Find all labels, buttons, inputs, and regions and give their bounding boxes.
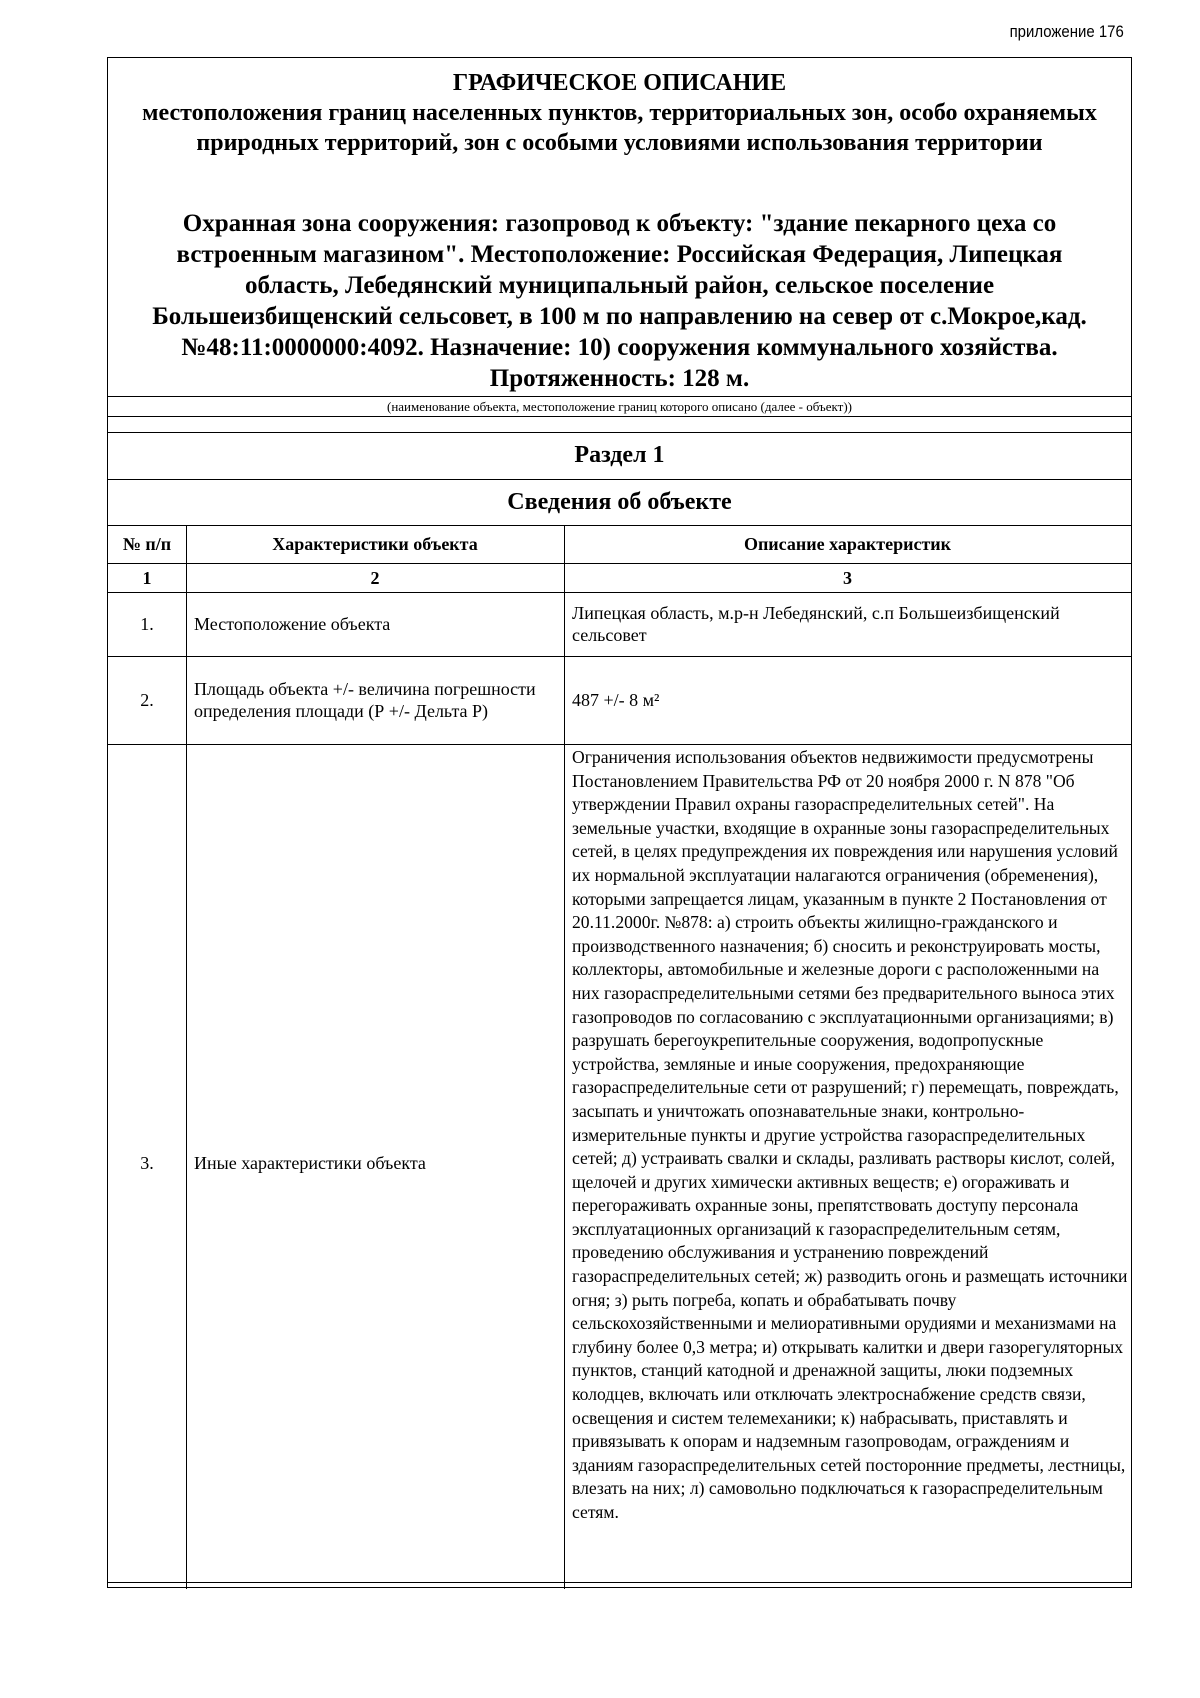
row-3-description: Ограничения использования объектов недвижимости предусмотрены Постановлением Правительства РФ от 20 ноября 2000 г. N 878 "Об утверждении Правил охраны газораспределительных сетей". На земельные участки, входящие в охранные зоны газораспределительных сетей, в целях предупреждения их повреждения или нарушения условий их нормальной эксплуатации налагаются ограничения (обременения), которыми запрещается лицам, указанным в пункте 2 Постановления от 20.11.2000г. №878: а) строить объекты жилищно-гражданского и производственного назначения; б) сносить и реконструировать мосты, коллекторы, автомобильные и железные дороги с расположенными на них газораспределительными сетями без предварительного выноса этих газопроводов по согласованию с эксплуатационными организациями; в) разрушать берегоукрепительные сооружения, водопропускные устройства, земляные и иные сооружения, предохраняющие газораспределительные сети от разрушений; г) перемещать, повреждать, засыпать и уничтожать опознавательные знаки, контрольно-измерительные пункты и другие устройства газораспределительных сетей; д) устраивать свалки и склады, разливать растворы кислот, солей, щелочей и других химически активных веществ; е) огораживать и перегораживать охранные зоны, препятствовать доступу персонала эксплуатационных организаций к газораспределительным сетям, проведению обслуживания и устранению повреждений газораспределительных сетей; ж) разводить огонь и размещать источники огня; з) рыть погреба, копать и обрабатывать почву сельскохозяйственными и мелиоративными орудиями и механизмами на глубину более 0,3 метра; и) открывать калитки и двери газорегуляторных пунктов, станций катодной и дренажной защиты, люки подземных колодцев, включать или отключать электроснабжение средств связи, освещения и систем телемеханики; к) набрасывать, приставлять и привязывать к опорам и надземным газопроводам, ограждениям и зданиям газораспределительных сетей посторонние предметы, лестницы, влезать на них; л) самовольно подключаться к газораспределительным сетям. xyxy=(572,747,1128,1522)
row-2-characteristic: Площадь объекта +/- величина погрешности определения площади (Р +/- Дельта Р) xyxy=(194,679,536,721)
row-1-characteristic: Местоположение объекта xyxy=(194,614,391,634)
section-subtitle: Сведения об объекте xyxy=(507,489,732,515)
object-name: Охранная зона сооружения: газопровод к объекту: "здание пекарного цеха со встроенным магазином". Местоположение: Российская Федерация, Липецкая область, Лебедянский муниципальный район, сельское поселение Большеизбищенский сельсовет, в 100 м по направлению на север от с.Мокрое,кад.№48:11:0000000:4092. Назначение: 10) сооружения коммунального хозяйства. Протяженность: 128 м. xyxy=(152,210,1087,392)
column-number-2: 2 xyxy=(370,567,380,588)
object-name-underline xyxy=(108,396,1131,397)
row-3-num: 3. xyxy=(140,1153,154,1173)
row-1-description: Липецкая область, м.р-н Лебедянский, с.п Большеизбищенский сельсовет xyxy=(572,603,1060,645)
header-description: Описание характеристик xyxy=(743,534,952,554)
section-top-border xyxy=(108,432,1131,433)
row-2-num: 2. xyxy=(140,690,154,710)
section-title: Раздел 1 xyxy=(574,442,665,468)
document-frame xyxy=(107,57,1132,1588)
appendix-label: приложение 176 xyxy=(1009,22,1124,41)
document-subtitle: местоположения границ населенных пунктов, территориальных зон, особо охраняемых природных территорий, зон с особыми условиями использования территории xyxy=(142,100,1097,156)
object-name-caption: (наименование объекта, местоположение границ которого описано (далее - объект)) xyxy=(387,399,852,414)
divider xyxy=(108,479,1131,480)
divider xyxy=(108,416,1131,417)
document-title: ГРАФИЧЕСКОЕ ОПИСАНИЕ xyxy=(452,70,787,96)
column-number-1: 1 xyxy=(142,567,152,588)
row-3-characteristic: Иные характеристики объекта xyxy=(194,1153,426,1173)
table-bottom-border xyxy=(108,1582,1131,1583)
row-1-num: 1. xyxy=(140,614,154,634)
header-num: № п/п xyxy=(122,534,172,554)
column-number-3: 3 xyxy=(843,567,852,588)
row-2-description: 487 +/- 8 м² xyxy=(572,690,660,710)
header-characteristic: Характеристики объекта xyxy=(272,534,478,554)
